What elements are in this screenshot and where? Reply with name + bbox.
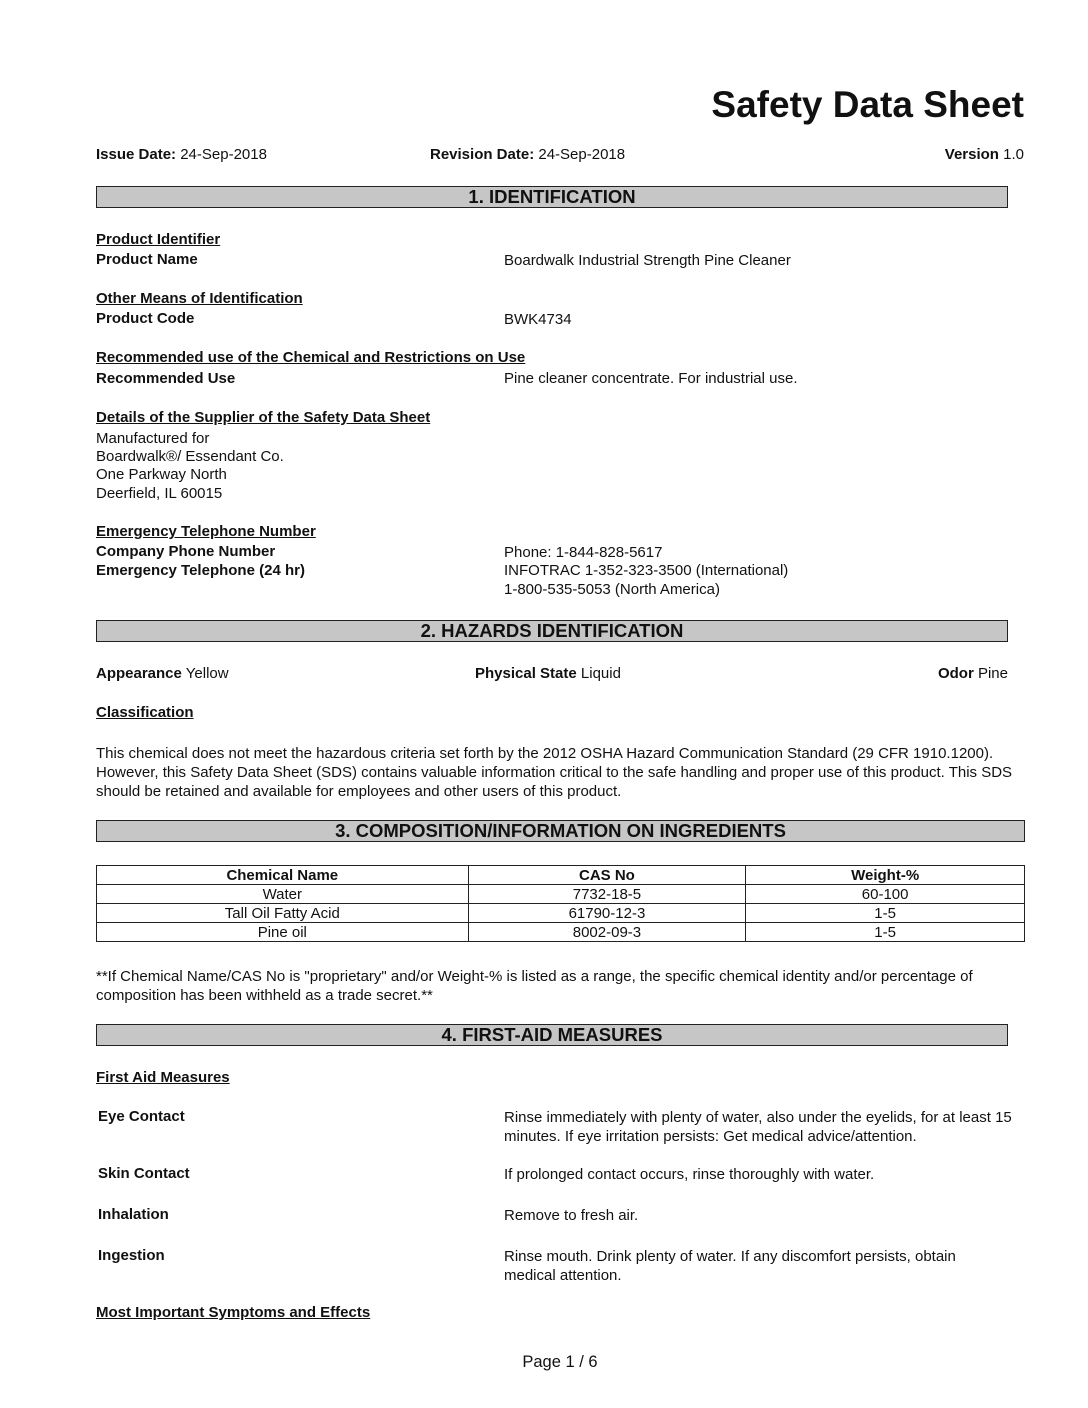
recommended-use-label: Recommended Use	[96, 370, 236, 387]
company-phone-label: Company Phone Number	[96, 543, 276, 560]
section-3-heading: 3. COMPOSITION/INFORMATION ON INGREDIENTS	[96, 820, 1025, 842]
physical-state-label: Physical State	[475, 665, 577, 682]
skin-contact-label: Skin Contact	[98, 1165, 190, 1182]
first-aid-heading: First Aid Measures	[96, 1069, 230, 1086]
table-row	[97, 923, 1025, 942]
product-name-value: Boardwalk Industrial Strength Pine Cleaner	[504, 252, 791, 269]
version-label: Version	[944, 146, 999, 163]
inhalation-label: Inhalation	[98, 1206, 169, 1223]
column-header: Chemical Name	[97, 866, 469, 885]
ingestion-value: Rinse mouth. Drink plenty of water. If any discomfort persists, obtain medical attention.	[504, 1248, 956, 1284]
inhalation-value: Remove to fresh air.	[504, 1207, 639, 1224]
classification-heading: Classification	[96, 704, 194, 721]
revision-date-label: Revision Date:	[430, 146, 535, 163]
revision-date-value: 24-Sep-2018	[538, 146, 626, 163]
supplier-line: Manufactured for	[96, 430, 210, 447]
product-code-label: Product Code	[96, 310, 195, 327]
table-cell: Pine oil	[97, 923, 469, 942]
emergency-phone-value-1: INFOTRAC 1-352-323-3500 (International)	[504, 562, 789, 579]
table-cell: 8002-09-3	[468, 923, 746, 942]
issue-date-value: 24-Sep-2018	[180, 146, 267, 163]
eye-contact-value: Rinse immediately with plenty of water, also under the eyelids, for at least 15 minutes. If eye irritation persists: Get medical advice/attention.	[504, 1109, 1012, 1145]
table-cell: 60-100	[746, 885, 1025, 904]
other-means-heading: Other Means of Identification	[96, 290, 303, 307]
version-value: 1.0	[1003, 146, 1024, 163]
odor	[938, 665, 1008, 682]
symptoms-heading: Most Important Symptoms and Effects	[96, 1304, 371, 1321]
table-row	[97, 904, 1025, 923]
table-cell: 7732-18-5	[468, 885, 746, 904]
appearance	[96, 665, 229, 682]
eye-contact-label: Eye Contact	[98, 1108, 185, 1125]
page-number: Page 1 / 6	[522, 1353, 598, 1371]
product-code-value: BWK4734	[504, 311, 572, 328]
table-row	[97, 885, 1025, 904]
section-2-heading: 2. HAZARDS IDENTIFICATION	[96, 620, 1008, 642]
physical-state	[475, 665, 621, 682]
product-identifier-heading: Product Identifier	[96, 231, 221, 248]
section-1-heading: 1. IDENTIFICATION	[96, 186, 1008, 208]
emergency-heading: Emergency Telephone Number	[96, 523, 316, 540]
emergency-phone-label: Emergency Telephone (24 hr)	[96, 562, 305, 579]
recommended-use-value: Pine cleaner concentrate. For industrial use.	[504, 370, 798, 387]
revision-date	[430, 146, 625, 163]
section-4-heading: 4. FIRST-AID MEASURES	[96, 1024, 1008, 1046]
supplier-line: Boardwalk®/ Essendant Co.	[96, 448, 284, 465]
column-header: Weight-%	[746, 866, 1025, 885]
emergency-phone-value-2: 1-800-535-5053 (North America)	[504, 581, 720, 598]
version	[945, 146, 1024, 163]
classification-text: This chemical does not meet the hazardous criteria set forth by the 2012 OSHA Hazard Communication Standard (29 CFR 1910.1200). However, this Safety Data Sheet (SDS) contains valuable information critical to the safe handling and proper use of this product. This SDS should be retained and available for employees and other users of this product.	[96, 745, 1013, 800]
issue-date	[96, 146, 267, 163]
table-cell: Water	[97, 885, 469, 904]
supplier-line: Deerfield, IL 60015	[96, 485, 223, 502]
odor-value: Pine	[977, 665, 1008, 682]
table-cell: 1-5	[746, 904, 1025, 923]
odor-label: Odor	[937, 665, 974, 682]
trade-secret-note: **If Chemical Name/CAS No is "proprietary" and/or Weight-% is listed as a range, the specific chemical identity and/or percentage of composition has been withheld as a trade secret.**	[96, 968, 973, 1004]
table-cell: 1-5	[746, 923, 1025, 942]
supplier-line: One Parkway North	[96, 466, 227, 483]
appearance-value: Yellow	[185, 665, 229, 682]
issue-date-label: Issue Date:	[96, 146, 177, 163]
appearance-label: Appearance	[96, 665, 182, 682]
recommended-use-heading: Recommended use of the Chemical and Restrictions on Use	[96, 349, 526, 366]
table-cell: Tall Oil Fatty Acid	[97, 904, 469, 923]
document-title: Safety Data Sheet	[711, 84, 1024, 125]
skin-contact-value: If prolonged contact occurs, rinse thoroughly with water.	[504, 1166, 875, 1183]
supplier-heading: Details of the Supplier of the Safety Data Sheet	[96, 409, 431, 426]
company-phone-value: Phone: 1-844-828-5617	[504, 544, 663, 561]
composition-table	[96, 865, 1025, 942]
product-name-label: Product Name	[96, 251, 198, 268]
table-header-row	[97, 866, 1025, 885]
column-header: CAS No	[468, 866, 746, 885]
table-cell: 61790-12-3	[468, 904, 746, 923]
physical-state-value: Liquid	[580, 665, 621, 682]
ingestion-label: Ingestion	[98, 1247, 165, 1264]
